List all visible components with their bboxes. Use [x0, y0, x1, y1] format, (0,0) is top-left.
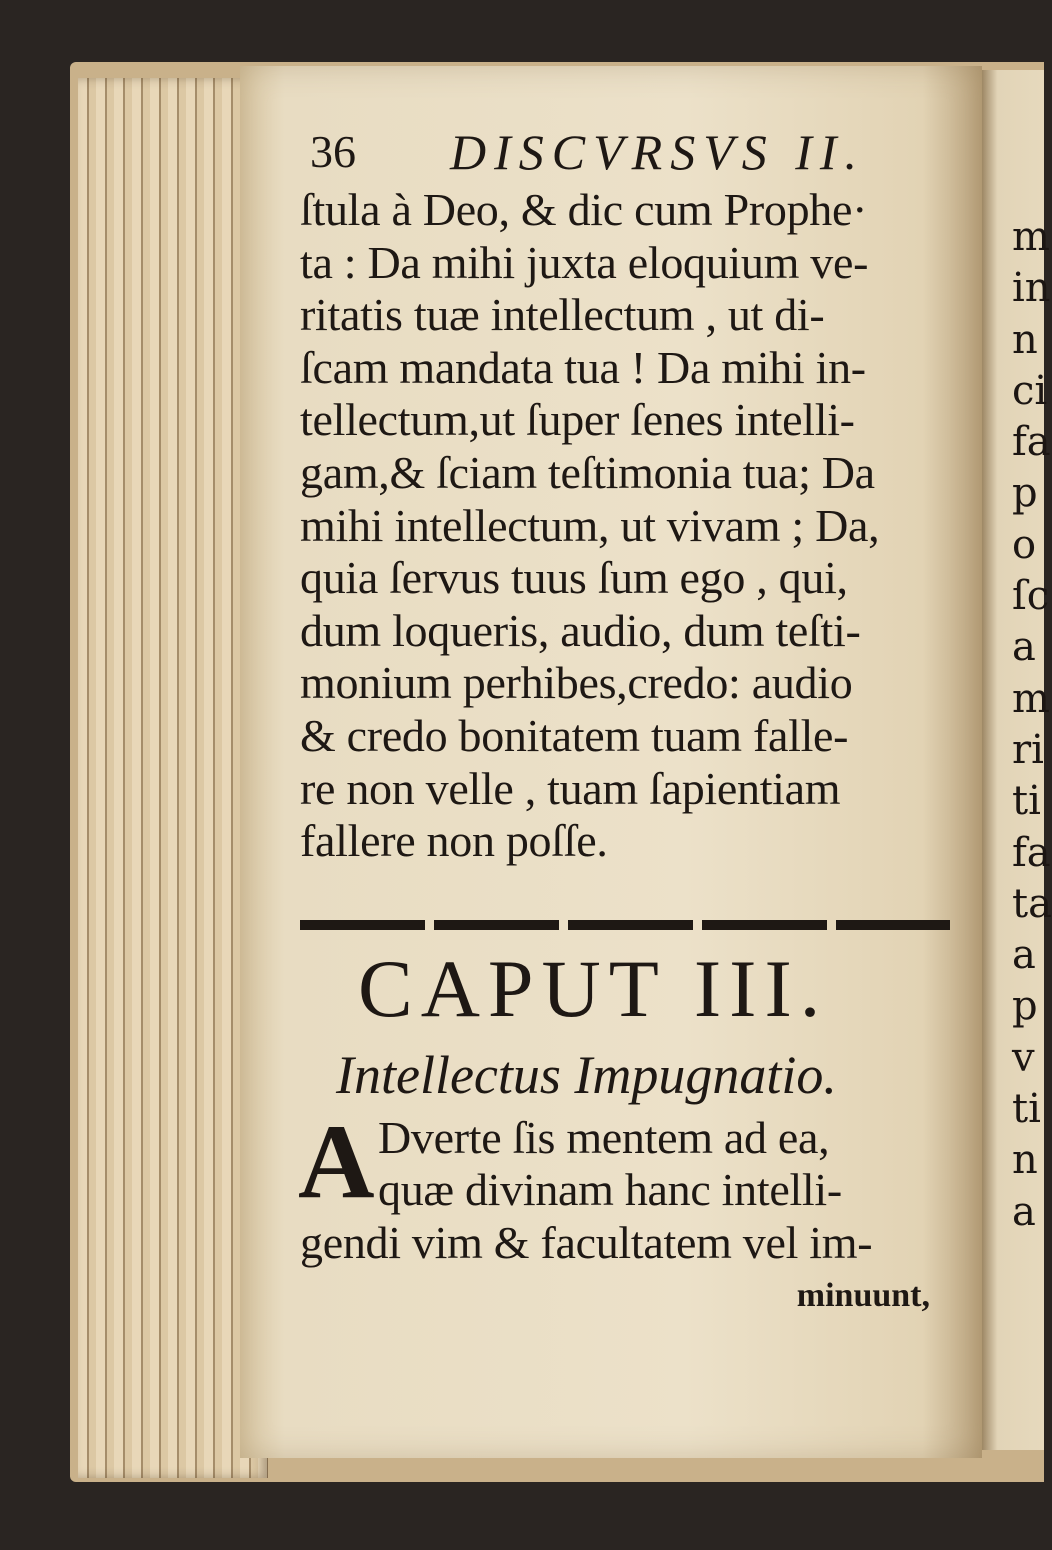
body-text [300, 184, 970, 868]
facing-letter: a [1012, 1188, 1036, 1235]
page-header [300, 120, 970, 184]
text-line: ſtula à Deo, & dic cum Prophe· [300, 184, 868, 235]
facing-page-text [1012, 212, 1052, 1238]
running-title: DISCVRSVS II. [450, 124, 866, 180]
facing-letter: v [1012, 1034, 1035, 1081]
facing-letter: n [1012, 316, 1038, 363]
catchword: minuunt, [796, 1276, 930, 1314]
facing-letter: ta [1012, 880, 1052, 927]
facing-letter: m [1012, 675, 1050, 722]
facing-letter: in [1012, 265, 1051, 312]
facing-letter: ſc [1012, 573, 1050, 620]
facing-letter: ci [1012, 367, 1048, 414]
text-line: quæ divinam hanc intelli- [378, 1164, 842, 1216]
facing-letter: o [1012, 521, 1037, 568]
text-line: mihi intellectum, ut vivam ; Da, [300, 499, 880, 551]
text-line: dum loqueris, audio, dum teſti- [300, 604, 861, 656]
facing-letter: p [1012, 983, 1038, 1030]
text-line: tellectum,ut ſuper ſenes intelli- [300, 394, 855, 446]
facing-letter: m [1012, 214, 1050, 260]
chapter-heading: CAPUT III. [358, 942, 829, 1034]
text-line: quia ſervus tuus ſum ego , qui, [300, 552, 848, 604]
text-line: & credo bonitatem tuam falle- [300, 709, 849, 761]
facing-letter: fa [1012, 829, 1051, 876]
text-line: monium perhibes,credo: audio [300, 657, 853, 709]
facing-letter: ti [1012, 778, 1041, 825]
chapter-subtitle: Intellectus Impugnatio. [336, 1044, 837, 1105]
facing-letter: fa [1012, 419, 1051, 466]
page-number: 36 [310, 126, 356, 177]
facing-letter: a [1012, 932, 1036, 979]
facing-letter: n [1012, 1137, 1038, 1184]
page-text [300, 120, 970, 1318]
section-divider [300, 920, 950, 930]
facing-letter: a [1012, 624, 1036, 671]
text-line: re non velle , tuam ſapientiam [300, 762, 841, 814]
text-line: ta : Da mihi juxta eloquium ve- [300, 236, 869, 288]
text-line: gam,& ſciam teſtimonia tua; Da [300, 446, 875, 498]
text-line: Dverte ſis mentem ad ea, [378, 1111, 830, 1163]
chapter-paragraph [298, 1102, 970, 1318]
facing-letter: ri [1012, 726, 1044, 773]
text-line: ritatis tuæ intellectum , ut di- [300, 289, 825, 341]
facing-letter: p [1012, 470, 1038, 517]
text-line: ſcam mandata tua ! Da mihi in- [300, 341, 866, 393]
drop-cap: A [298, 1102, 375, 1220]
text-line: fallere non poſſe. [300, 815, 608, 867]
facing-letter: ti [1012, 1086, 1041, 1133]
text-line: gendi vim & facultatem vel im- [300, 1216, 873, 1268]
